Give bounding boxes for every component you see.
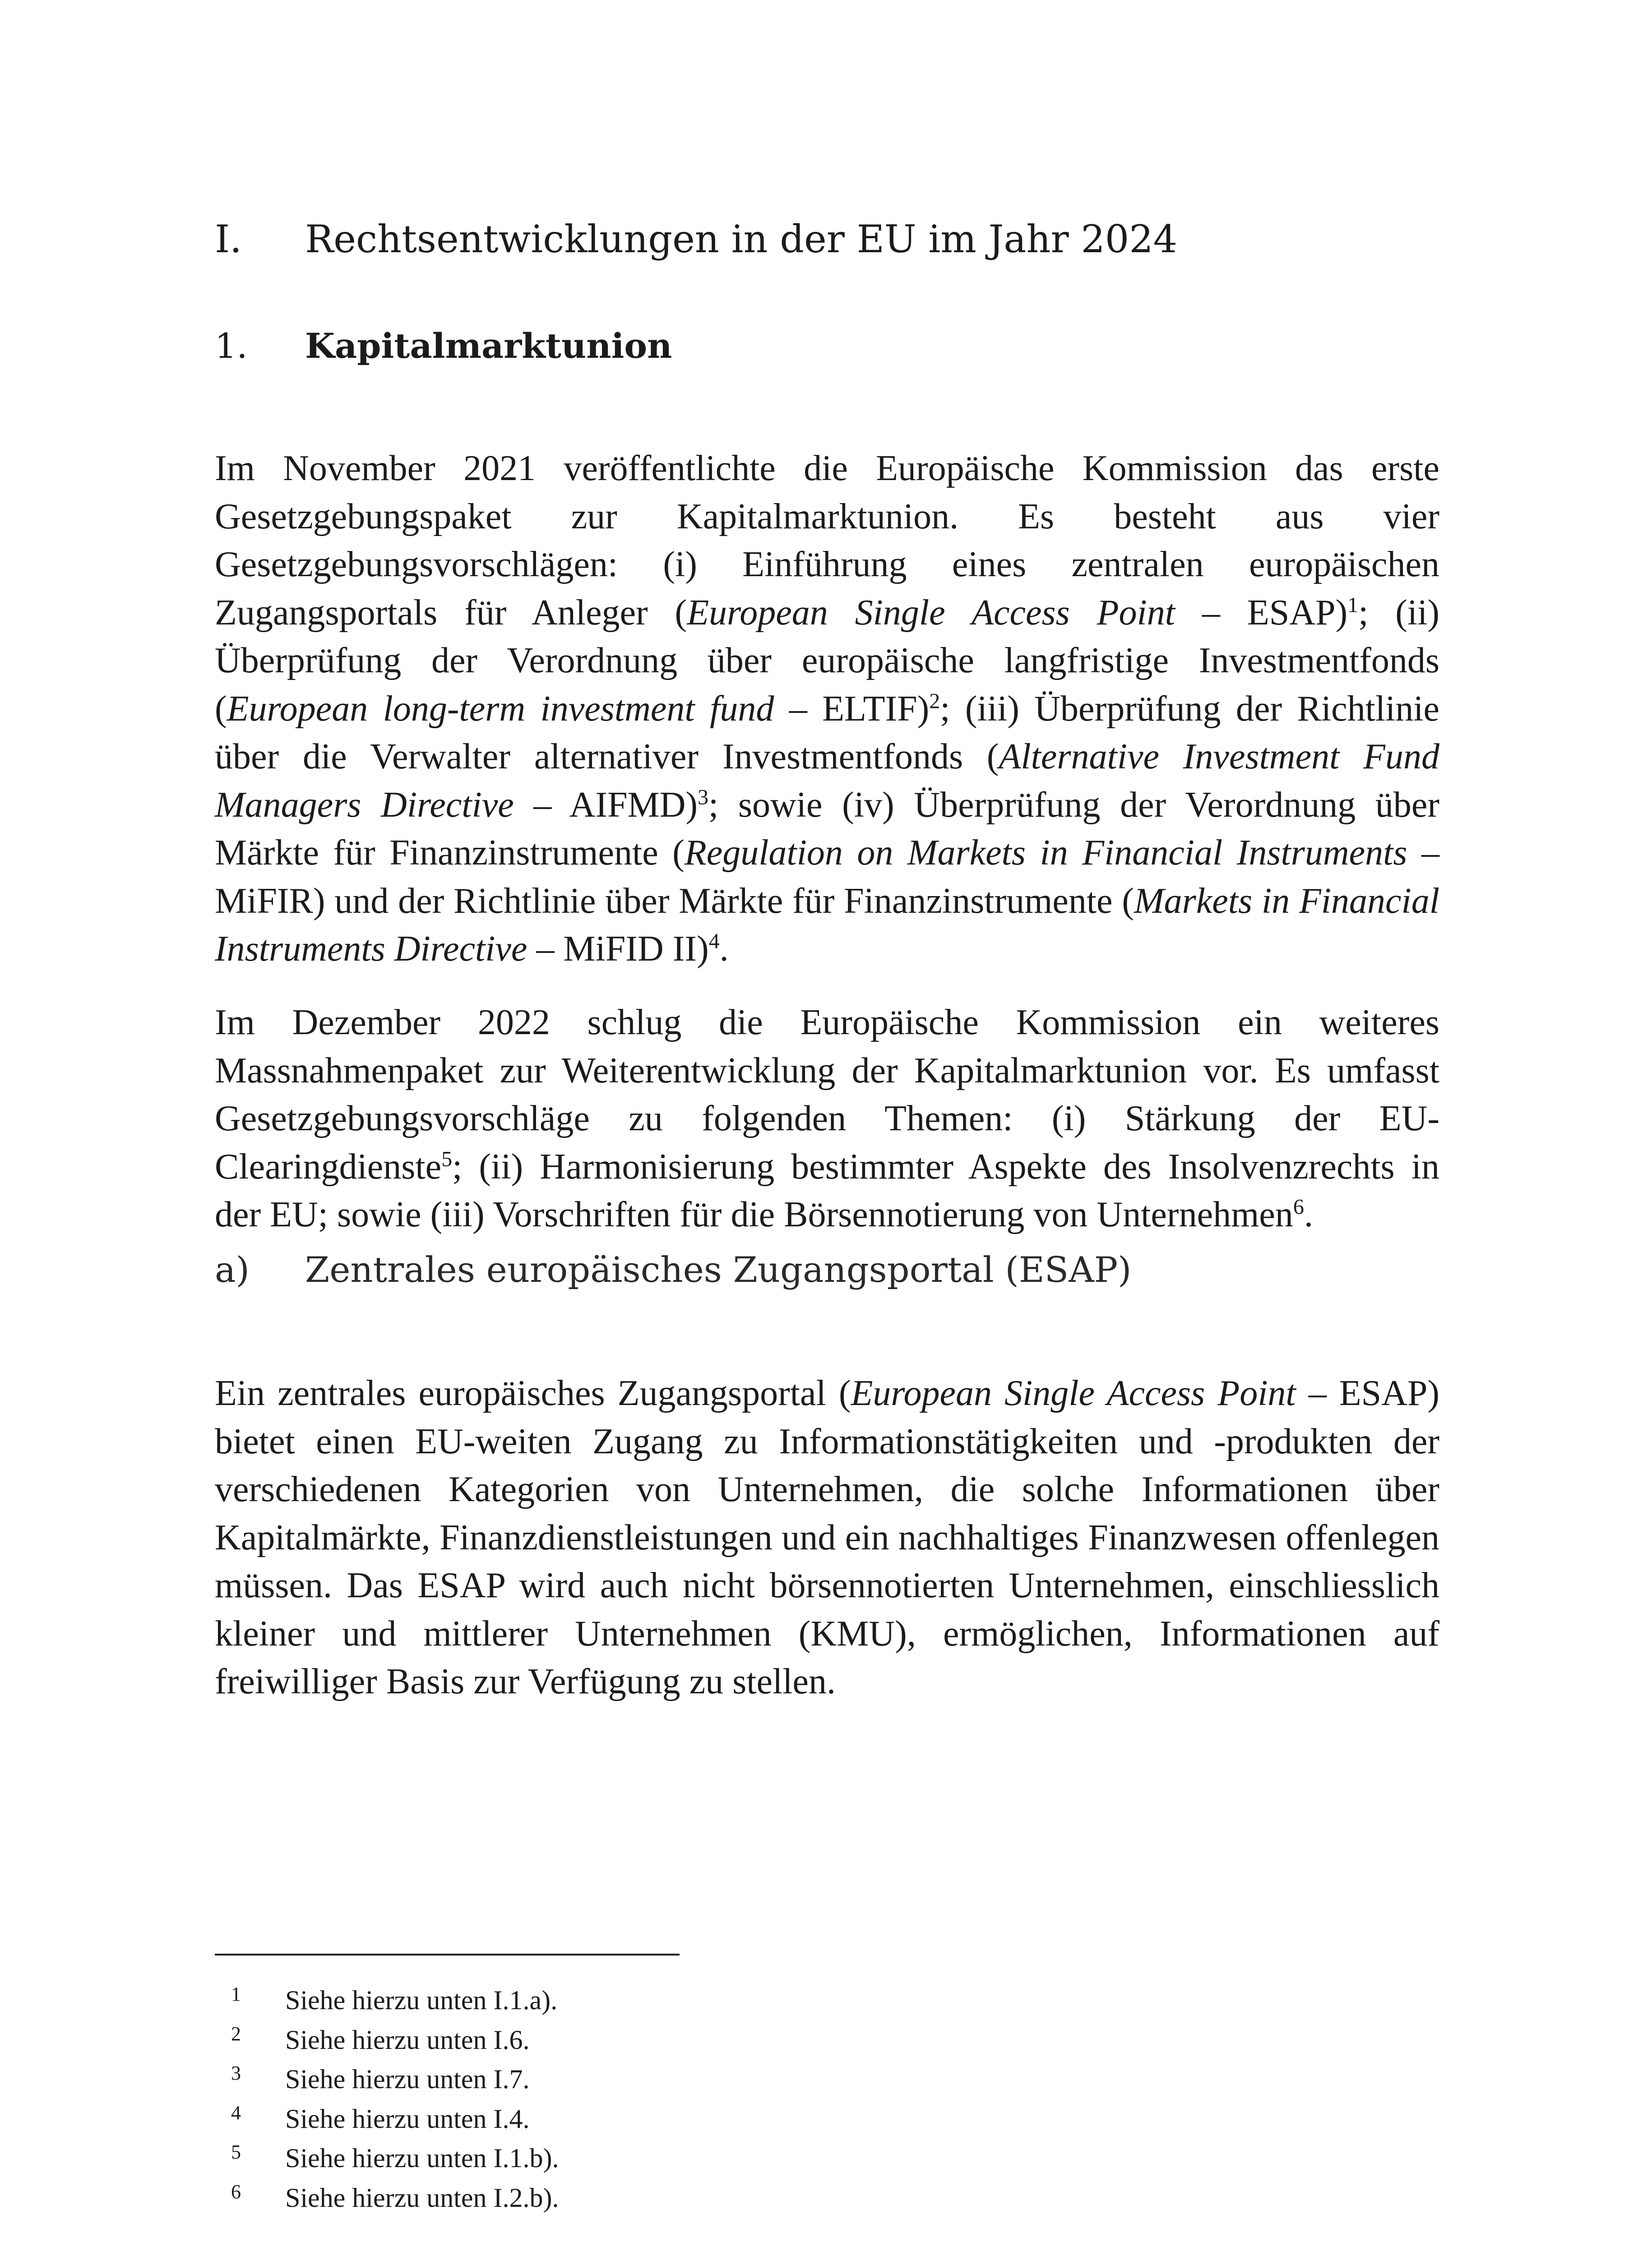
footnote-text: Siehe hierzu unten I.4.	[285, 2103, 530, 2134]
footnote-item	[215, 1981, 559, 2020]
footnote-ref-5[interactable]: 5	[441, 1146, 453, 1171]
footnote-text: Siehe hierzu unten I.6.	[285, 2025, 530, 2055]
footnote-text: Siehe hierzu unten I.7.	[285, 2064, 530, 2094]
subsection-number: a)	[215, 1250, 250, 1290]
footnote-separator	[215, 1954, 680, 1956]
footnote-number: 4	[231, 2101, 241, 2124]
footnote-ref-4[interactable]: 4	[708, 929, 720, 953]
footnote-number: 2	[231, 2022, 241, 2045]
paragraph-esap: Ein zentrales europäisches Zugangsportal (European Single Access Point – ESAP) bietet einen EU-weiten Zugang zu Informationstätigkeiten und -produkten der verschiedenen Kategorien von Unternehmen, die solche Informationen über Kapitalmärkte, Finanzdienstleistungen und ein nachhaltiges Finanzwesen offenlegen müssen. Das ESAP wird auch nicht börsennotierten Unternehmen, einschliesslich kleiner und mittlerer Unternehmen (KMU), ermöglichen, Informationen auf freiwilliger Basis zur Verfügung zu stellen.	[215, 1373, 1440, 1701]
footnote-number: 6	[231, 2180, 241, 2203]
footnotes	[215, 1981, 559, 2218]
footnote-item	[215, 2178, 559, 2218]
section-heading	[215, 321, 672, 371]
paragraph-november-2021: Im November 2021 veröffentlichte die Europäische Kommission das erste Gesetzgebungspaket zur Kapitalmarktunion. Es besteht aus vier Gesetzgebungsvorschlägen: (i) Einführung eines zentralen europäischen Zugangsportals für Anleger (European Single Access Point – ESAP)$^1$; (ii) Überprüfung der Verordnung über europäische langfristige Investmentfonds (European long-term investment fund – ELTIF)$^2$; (iii) Überprüfung der Richtlinie über die Verwalter alternativer Investmentfonds (Alternative Investment Fund Managers Directive – AIFMD)$^3$; sowie (iv) Überprüfung der Verordnung über Märkte für Finanzinstrumente (Regulation on Markets in Financial Instruments – MiFIR) und der Richtlinie über Märkte für Finanzinstrumente (Markets in Financial Instruments Directive – MiFID II)$^4$.	[215, 448, 1440, 969]
footnote-text: Siehe hierzu unten I.1.a).	[285, 1985, 558, 2015]
footnote-number: 3	[231, 2062, 241, 2084]
footnote-item	[215, 2099, 559, 2139]
chapter-number: I.	[215, 217, 242, 261]
footnote-item	[215, 2060, 559, 2099]
footnote-text: Siehe hierzu unten I.2.b).	[285, 2182, 559, 2213]
footnote-number: 5	[231, 2141, 241, 2163]
footnote-ref-2[interactable]: 2	[929, 689, 940, 713]
section-number: 1.	[215, 326, 248, 366]
footnote-item	[215, 2020, 559, 2060]
subsection-heading	[215, 1245, 1131, 1295]
chapter-title: Rechtsentwicklungen in der EU im Jahr 2024	[305, 217, 1178, 261]
paragraph-december-2022: Im Dezember 2022 schlug die Europäische Kommission ein weiteres Massnahmenpaket zur Weiterentwicklung der Kapitalmarktunion vor. Es umfasst Gesetzgebungsvorschläge zu folgenden Themen: (i) Stärkung der EU-Clearingdienste$^5$; (ii) Harmonisierung bestimmter Aspekte des Insolvenzrechts in der EU; sowie (iii) Vorschriften für die Börsennotierung von Unternehmen$^6$.	[215, 1003, 1439, 1234]
subsection-title: Zentrales europäisches Zugangsportal (ESAP)	[305, 1250, 1132, 1290]
footnote-text: Siehe hierzu unten I.1.b).	[285, 2143, 559, 2173]
section-title: Kapitalmarktunion	[305, 326, 672, 366]
footnote-ref-6[interactable]: 6	[1293, 1195, 1304, 1219]
chapter-heading	[215, 212, 1177, 266]
page-number	[1409, 2251, 1438, 2256]
footnote-ref-1[interactable]: 1	[1347, 592, 1359, 617]
footnote-item	[215, 2139, 559, 2178]
footnote-number: 1	[231, 1983, 241, 2005]
footnote-ref-3[interactable]: 3	[698, 785, 709, 809]
